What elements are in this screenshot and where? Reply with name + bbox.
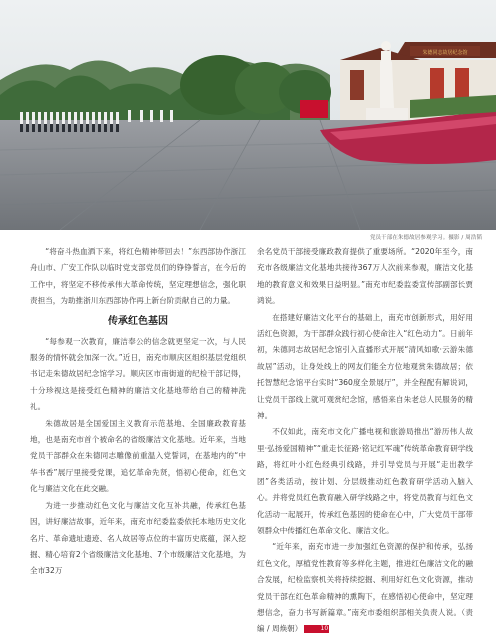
page-number: 10 [304, 625, 329, 633]
photo-caption: 党员干部在朱德故居参观学习。摄影 / 周浩韬 [369, 235, 482, 241]
article-left-column [30, 244, 246, 580]
section-heading: 传承红色基因 [108, 315, 168, 327]
article-right-column [257, 244, 473, 638]
paragraph: 不仅如此，南充市文化广播电视和旅游局推出“游历伟人故里·弘扬爱国精神”“重走长征路·铭记红军魂”传统革命教育研学线路，将红叶小红色经典引线路，并引导党员与开展“走出教学团”各类活动，按计划、分层级推动红色教育研学活动入脑入心。并将党员红色教育融入研学线路之中，将党员教育与红色文化活动一起展开，传承红色基因的使命在心中，广大党员干部带领群众中传播红色革命文化、廉洁文化。 [257, 427, 473, 535]
banner-text: 朱德同志故居纪念馆 [422, 50, 468, 56]
memorial-scene-illustration [0, 0, 496, 230]
red-banner [300, 100, 328, 118]
paragraph: 在搭建好廉洁文化平台的基础上，南充市创新形式，用好用活红色资源，为干部群众践行初心使命注入“红色动力”。日前年初，朱德同志故居纪念馆引入直播形式开展“清风如歌·云游朱德故居”活动，让身处线上的网友们能全方位地观赏朱德故居；依托智慧纪念馆平台实时“360度全景展厅”，并全程配有解说词，让党员干部线上就可观赏纪念馆，感悟来自朱老总人民服务的精神。 [257, 312, 473, 421]
paragraph: “将奋斗热血洒下来，将红色精神带回去！”东西部协作浙江舟山市、广安工作队以临时党支部党员们的铮铮誓言，在今后的工作中，将坚定不移传承伟大革命传统，坚定理想信念，强化职责担当，为助推浙川东西部协作再上新台阶贡献自己的力量。 [30, 247, 246, 306]
closing-text: “近年来，南充市进一步加强红色资源的保护和传承，弘扬红色文化，厚植党性教育等多样化主题，推进红色廉洁文化的融合发展，纪检监察机关将持续挖掘、利用好红色文化资源，推动党员干部在红色革命精神的熏陶下，在感悟初心使命中，坚定理想信念，奋力书写新篇章。”南充市委组织部相关负责人说。（责编 / 周焕朝） [257, 542, 473, 634]
paragraph: 余名党员干部接受廉政教育提供了重要场所。“2020年至今，南充市各级廉洁文化基地共接待367万人次前来参观，廉洁文化基地的教育意义和效果日益明显。”南充市纪委监委宣传部副部长贾鸿说。 [257, 247, 473, 306]
paragraph: 为进一步推动红色文化与廉洁文化互补共融，传承红色基因，讲好廉洁故事，近年来，南充市纪委监委依托本地历史文化名片、革命遗址遗迹、名人故居等点位的丰富历史底蕴，深入挖掘、精心培育2个省级廉洁文化基地、7个市级廉洁文化基地，为全市32万 [30, 500, 246, 576]
paragraph: “每参观一次教育，廉洁奉公的信念就更坚定一次，与人民服务的情怀就会加深一次。”近日，南充市顺庆区组织基层党组织书记走朱德故居纪念馆学习。顺庆区市南街道的纪检干部记得，十分珍视这是接受红色精神的廉洁文化基地带给自己的精神洗礼。 [30, 336, 246, 412]
paragraph [257, 539, 473, 637]
header-photo [0, 0, 496, 230]
paragraph: 朱德故居是全国爱国主义教育示范基地、全国廉政教育基地，也是南充市首个被命名的省级廉洁文化基地。近年来，当地党员干部群众在朱德同志雕像前重温入党誓词，在基地内的“中华书香”展厅里接受党课，追忆革命先贤，悟初心使命，红色文化与廉洁文化在此交融。 [30, 418, 246, 494]
